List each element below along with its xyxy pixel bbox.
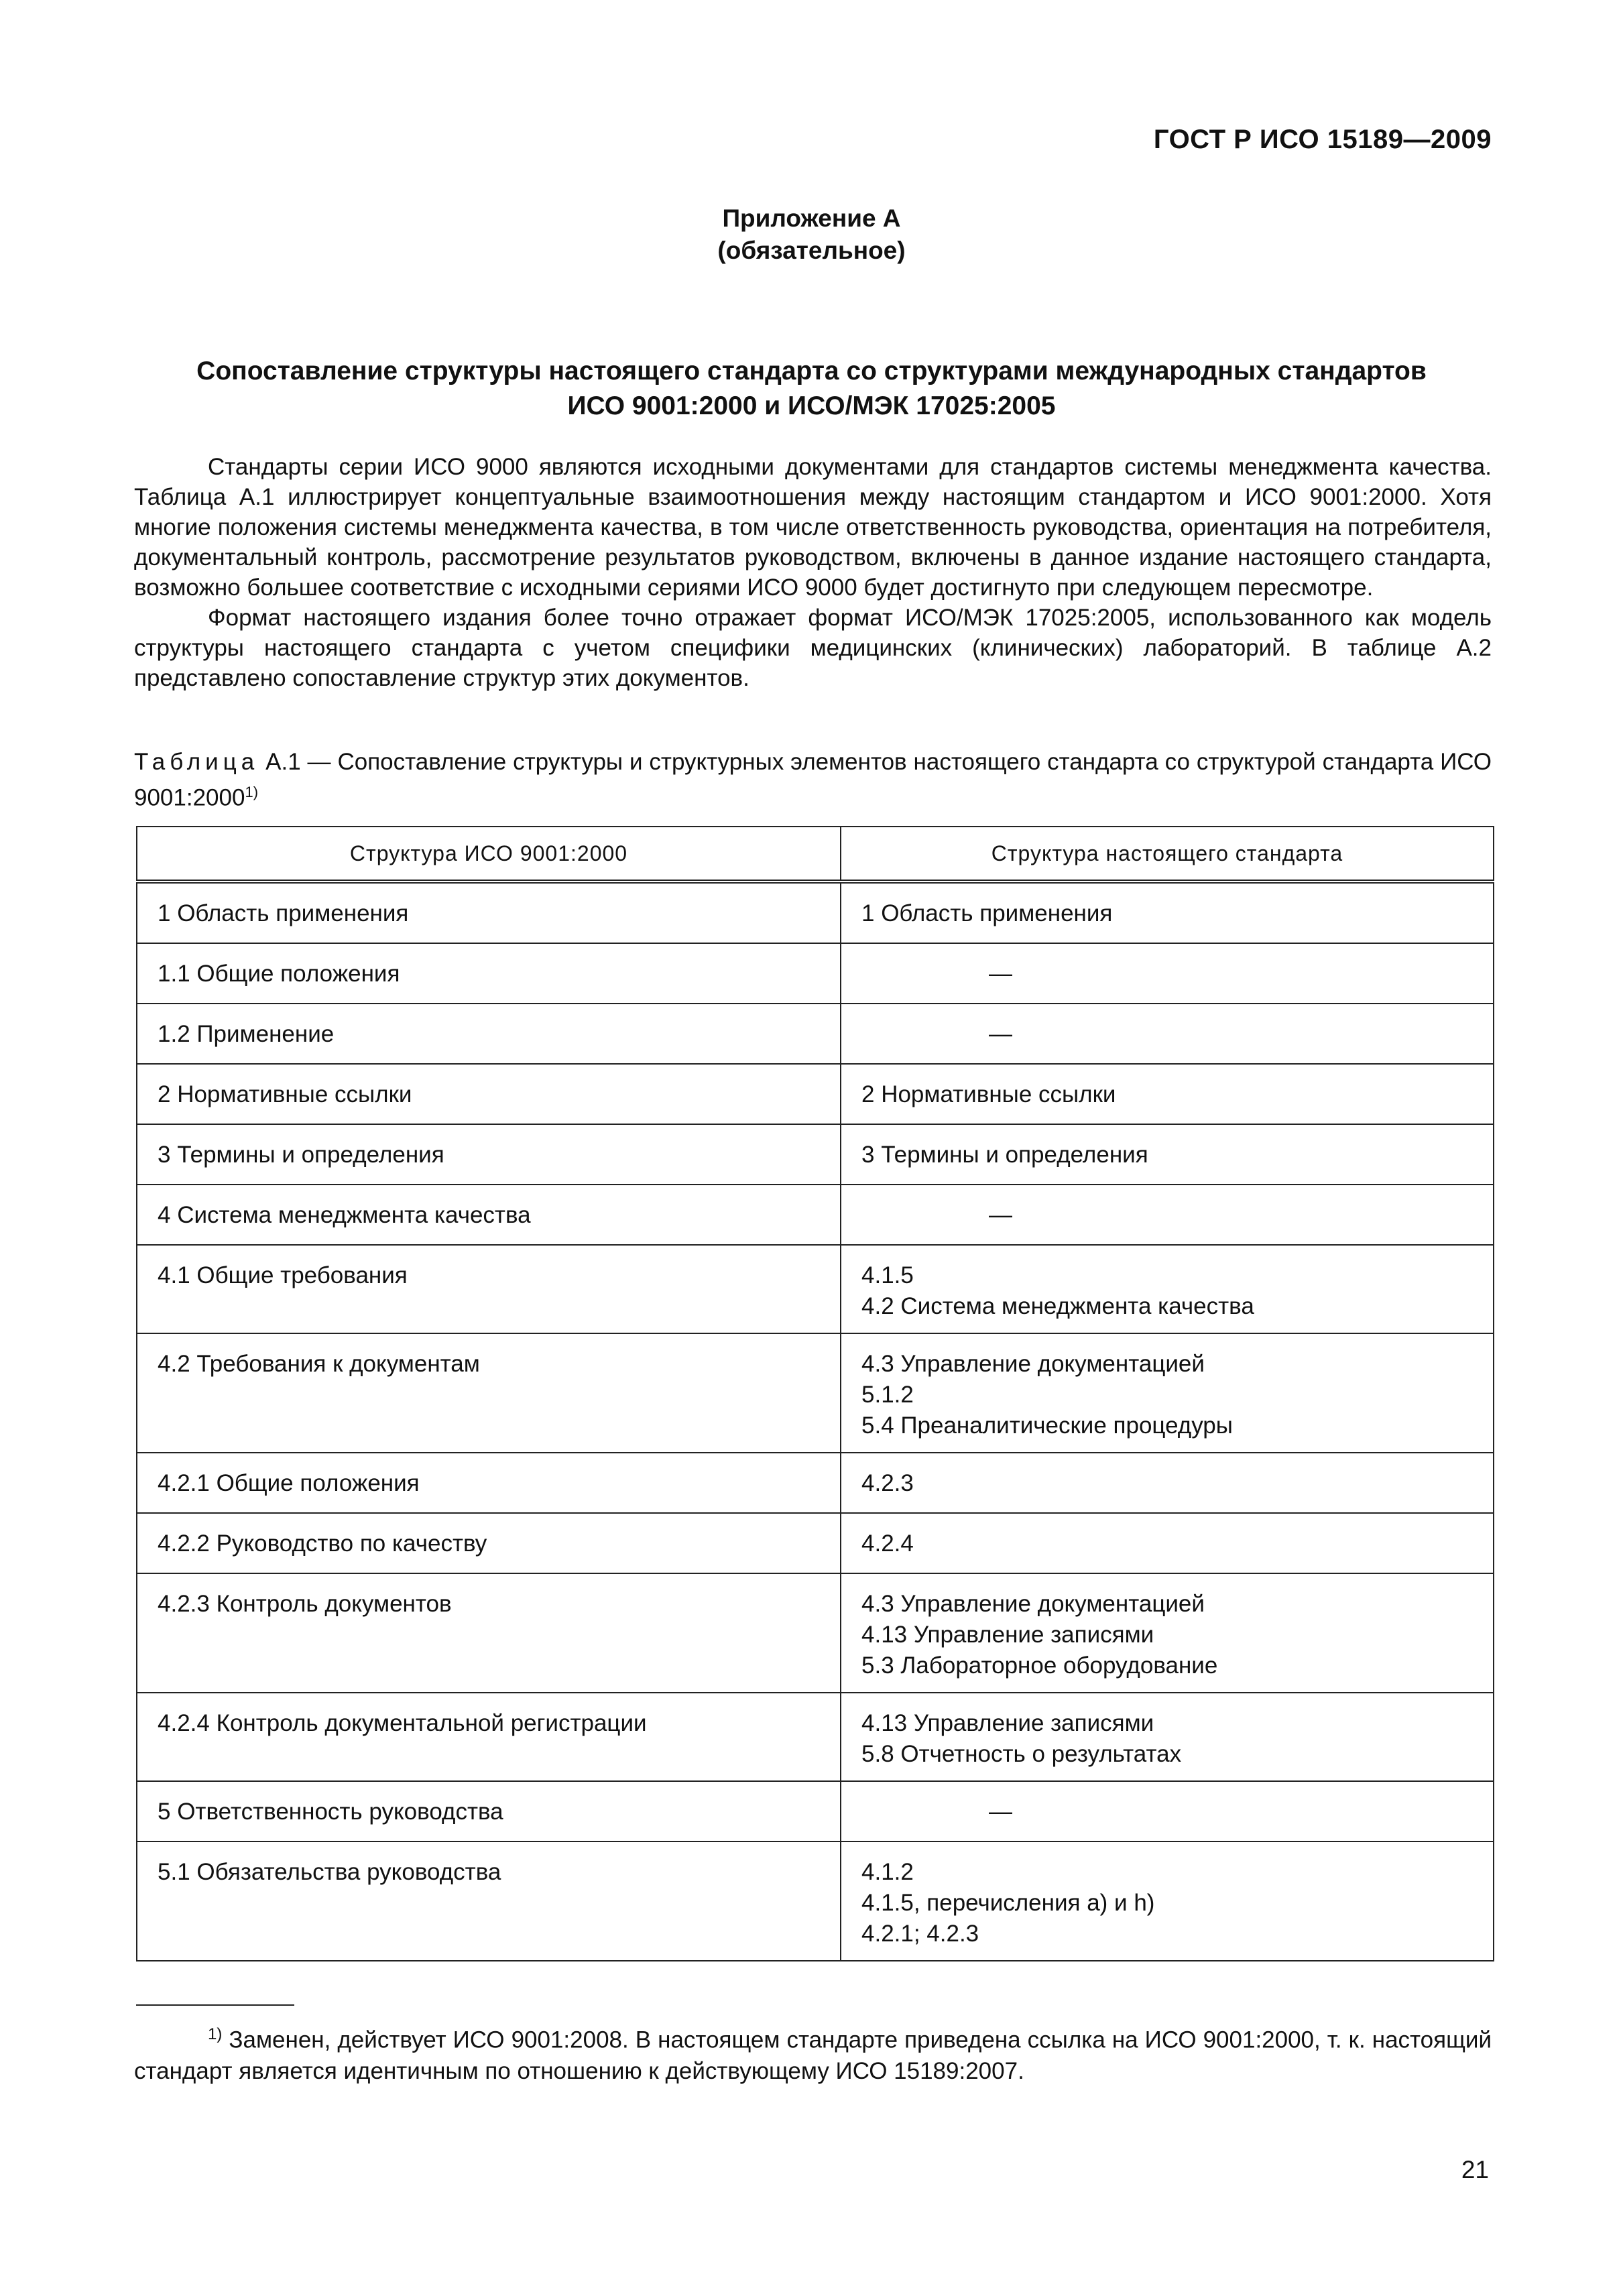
table-row <box>137 1064 1494 1124</box>
annex-status: (обязательное) <box>717 237 906 264</box>
iso9001-clause-cell: 1.1 Общие положения <box>137 943 841 1004</box>
annex-heading <box>0 202 1623 267</box>
iso9001-clause-cell: 4.1 Общие требования <box>137 1245 841 1333</box>
clause-reference: 3 Термины и определения <box>861 1142 1148 1168</box>
footnote <box>134 2019 1492 2087</box>
annex-title-line-1: Сопоставление структуры настоящего стандарта со структурами международных стандартов <box>196 357 1427 385</box>
clause-reference: 5.8 Отчетность о результатах <box>861 1741 1182 1767</box>
iso9001-clause-cell: 2 Нормативные ссылки <box>137 1064 841 1124</box>
this-standard-clause-cell <box>841 1841 1494 1961</box>
clause-reference: 4.2.4 <box>861 1530 914 1557</box>
this-standard-clause-cell <box>841 1124 1494 1185</box>
iso9001-clause-cell: 4.2.3 Контроль документов <box>137 1573 841 1693</box>
this-standard-clause-cell <box>841 1513 1494 1573</box>
table-row <box>137 1004 1494 1064</box>
intro-text <box>134 452 1492 693</box>
clause-reference: 4.2 Система менеджмента качества <box>861 1293 1254 1319</box>
annex-title-line-2: ИСО 9001:2000 и ИСО/МЭК 17025:2005 <box>567 391 1056 420</box>
iso9001-clause-cell: 4.2.4 Контроль документальной регистрации <box>137 1693 841 1781</box>
clause-reference: 4.13 Управление записями <box>861 1710 1154 1736</box>
clause-reference: 4.1.5, перечисления а) и h) <box>861 1890 1155 1916</box>
table-caption-footnote-mark: 1) <box>245 784 259 800</box>
clause-reference: 5.4 Преаналитические процедуры <box>861 1412 1233 1439</box>
clause-reference: 1 Область применения <box>861 900 1113 926</box>
clause-reference: 2 Нормативные ссылки <box>861 1081 1116 1107</box>
iso9001-clause-cell: 5 Ответственность руководства <box>137 1781 841 1841</box>
column-header-this-standard: Структура настоящего стандарта <box>841 827 1494 882</box>
this-standard-clause-cell <box>841 1453 1494 1513</box>
table-row <box>137 1573 1494 1693</box>
page-number: 21 <box>1461 2156 1489 2183</box>
clause-reference: 5.3 Лабораторное оборудование <box>861 1652 1218 1679</box>
clause-reference: — <box>989 1799 1012 1825</box>
this-standard-clause-cell <box>841 1064 1494 1124</box>
clause-reference: 4.1.2 <box>861 1859 914 1885</box>
clause-reference: 4.2.3 <box>861 1470 914 1496</box>
table-row <box>137 943 1494 1004</box>
table-row <box>137 1333 1494 1453</box>
clause-reference: 5.1.2 <box>861 1382 914 1408</box>
this-standard-clause-cell <box>841 1245 1494 1333</box>
table-header-row <box>137 827 1494 882</box>
clause-reference: 4.13 Управление записями <box>861 1622 1154 1648</box>
clause-reference: 4.3 Управление документацией <box>861 1591 1205 1617</box>
this-standard-clause-cell <box>841 1573 1494 1693</box>
this-standard-clause-cell <box>841 1693 1494 1781</box>
this-standard-clause-cell <box>841 1004 1494 1064</box>
intro-paragraph-1: Стандарты серии ИСО 9000 являются исходными документами для стандартов системы менеджмента качества. Таблица А.1 иллюстрирует концептуальные взаимоотношения между настоящим стандартом и ИСО 9001:2000. Хотя многие положения системы менеджмента качества, в том числе ответственность руководства, ориентация на потребителя, документальный контроль, рассмотрение результатов руководством, включены в данное издание настоящего стандарта, возможно большее соответствие с исходными сериями ИСО 9000 будет достигнуто при следующем пересмотре. <box>134 454 1492 601</box>
annex-label: Приложение А <box>722 204 901 232</box>
iso9001-clause-cell: 4.2.1 Общие положения <box>137 1453 841 1513</box>
this-standard-clause-cell <box>841 943 1494 1004</box>
clause-reference: 4.3 Управление документацией <box>861 1351 1205 1377</box>
iso9001-clause-cell: 5.1 Обязательства руководства <box>137 1841 841 1961</box>
iso9001-clause-cell: 3 Термины и определения <box>137 1124 841 1185</box>
comparison-table <box>136 826 1494 1961</box>
table-caption-prefix: Таблица <box>134 749 259 775</box>
iso9001-clause-cell: 4.2 Требования к документам <box>137 1333 841 1453</box>
table-row <box>137 1513 1494 1573</box>
table-row <box>137 882 1494 943</box>
footnote-mark: 1) <box>208 2025 223 2043</box>
table-body <box>137 882 1494 1961</box>
clause-reference: — <box>989 961 1012 987</box>
table-row <box>137 1693 1494 1781</box>
footnote-divider <box>136 2004 294 2006</box>
table-row <box>137 1245 1494 1333</box>
table-row <box>137 1781 1494 1841</box>
annex-title <box>134 354 1489 424</box>
intro-paragraph-2: Формат настоящего издания более точно отражает формат ИСО/МЭК 17025:2005, использованного как модель структуры настоящего стандарта с учетом специфики медицинских (клинических) лабораторий. В таблице А.2 представлено сопоставление структур этих документов. <box>134 605 1492 691</box>
clause-reference: 4.1.5 <box>861 1262 914 1288</box>
table-row <box>137 1841 1494 1961</box>
clause-reference: 4.2.1; 4.2.3 <box>861 1921 979 1947</box>
footnote-text: Заменен, действует ИСО 9001:2008. В настоящем стандарте приведена ссылка на ИСО 9001:2000, т. к. настоящий стандарт является идентичным по отношению к действующему ИСО 15189:2007. <box>134 2027 1492 2084</box>
iso9001-clause-cell: 4 Система менеджмента качества <box>137 1185 841 1245</box>
this-standard-clause-cell <box>841 1781 1494 1841</box>
iso9001-clause-cell: 4.2.2 Руководство по качеству <box>137 1513 841 1573</box>
clause-reference: — <box>989 1202 1012 1228</box>
table-row <box>137 1453 1494 1513</box>
this-standard-clause-cell <box>841 1185 1494 1245</box>
table-caption <box>134 747 1492 813</box>
table-row <box>137 1124 1494 1185</box>
table-row <box>137 1185 1494 1245</box>
column-header-iso9001: Структура ИСО 9001:2000 <box>137 827 841 882</box>
iso9001-clause-cell: 1 Область применения <box>137 882 841 943</box>
this-standard-clause-cell <box>841 1333 1494 1453</box>
clause-reference: — <box>989 1021 1012 1047</box>
document-id-header: ГОСТ Р ИСО 15189—2009 <box>1153 125 1492 154</box>
iso9001-clause-cell: 1.2 Применение <box>137 1004 841 1064</box>
this-standard-clause-cell <box>841 882 1494 943</box>
table-caption-text: А.1 — Сопоставление структуры и структурных элементов настоящего стандарта со структурой стандарта ИСО 9001:2000 <box>134 749 1492 811</box>
